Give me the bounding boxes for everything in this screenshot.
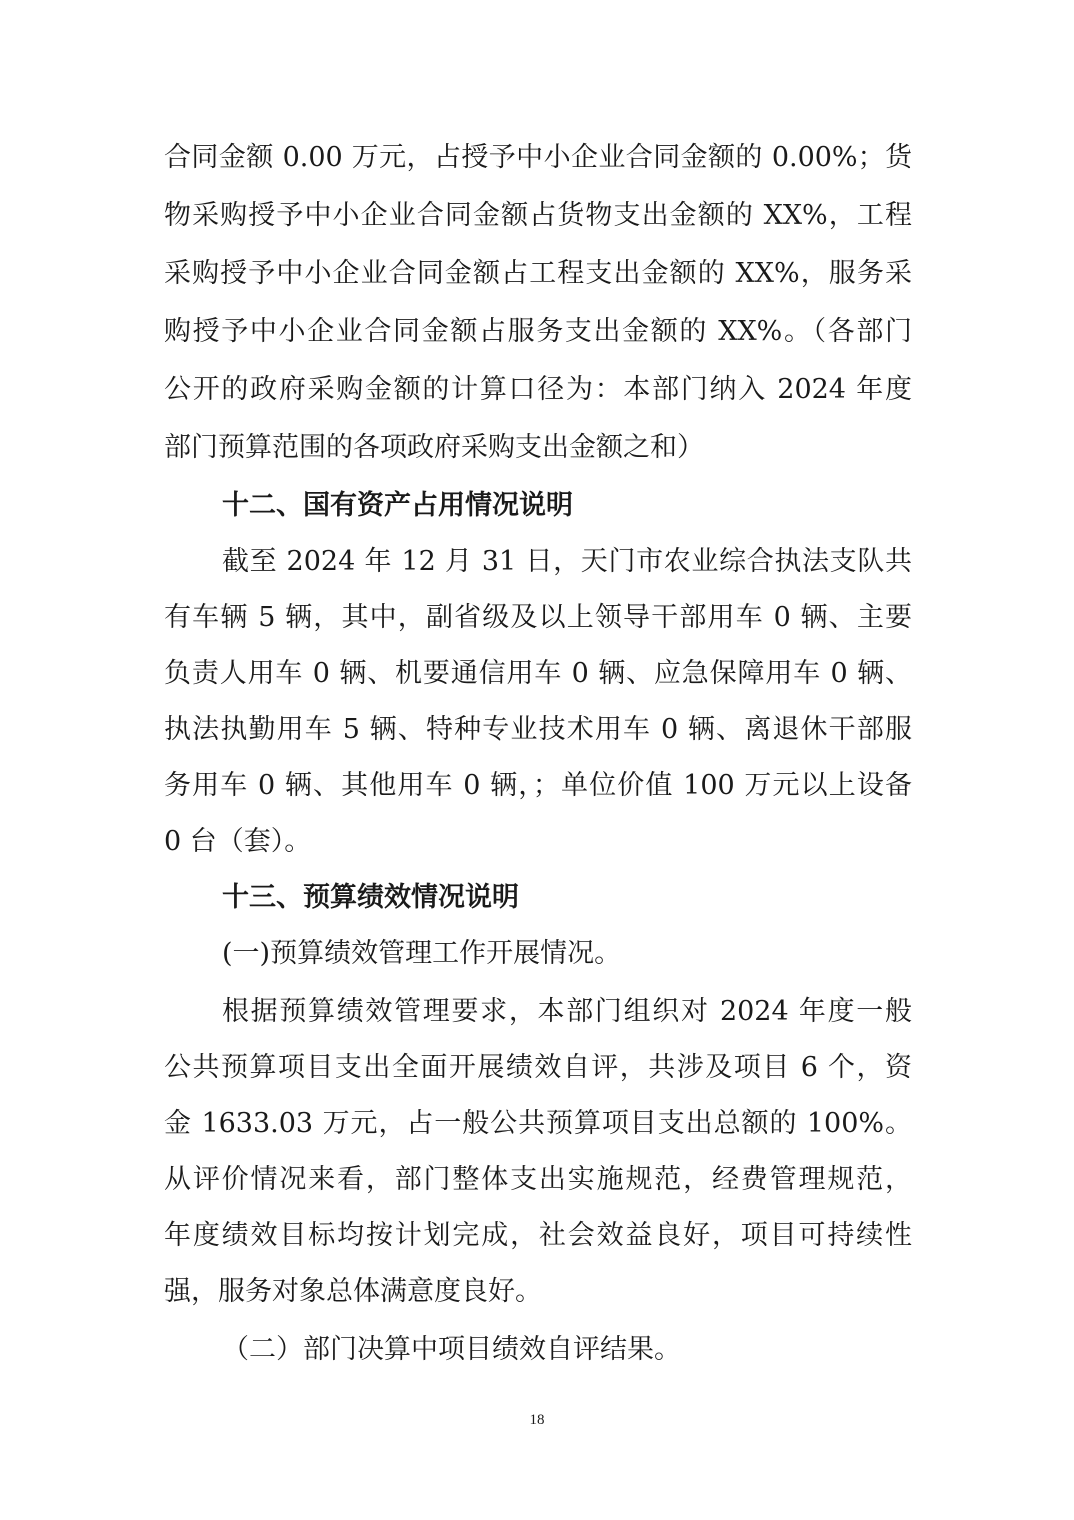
section-13-sub1-line-4: 从评价情况来看，部门整体支出实施规范，经费管理规范， bbox=[164, 1164, 912, 1195]
section-13-sub1-line-1: 根据预算绩效管理要求，本部门组织对 2024 年度一般 bbox=[222, 996, 912, 1027]
procurement-line-1: 合同金额 0.00 万元，占授予中小企业合同金额的 0.00%；货 bbox=[164, 142, 912, 173]
page-number: 18 bbox=[529, 1412, 545, 1428]
section-12-line-5: 务用车 0 辆、其他用车 0 辆，；单位价值 100 万元以上设备 bbox=[164, 770, 912, 801]
section-13-heading: 十三、预算绩效情况说明 bbox=[222, 882, 519, 913]
section-12-line-2: 有车辆 5 辆，其中，副省级及以上领导干部用车 0 辆、主要 bbox=[164, 602, 912, 633]
section-13-sub2-heading: （二）部门决算中项目绩效自评结果。 bbox=[222, 1334, 681, 1365]
section-13-sub1-line-6: 强，服务对象总体满意度良好。 bbox=[164, 1276, 542, 1307]
section-12-line-6: 0 台（套）。 bbox=[164, 826, 312, 857]
procurement-line-5: 公开的政府采购金额的计算口径为：本部门纳入 2024 年度 bbox=[164, 374, 912, 405]
section-12-line-4: 执法执勤用车 5 辆、特种专业技术用车 0 辆、离退休干部服 bbox=[164, 714, 912, 745]
section-13-sub1-line-3: 金 1633.03 万元，占一般公共预算项目支出总额的 100%。 bbox=[164, 1108, 912, 1139]
section-13-sub1-line-2: 公共预算项目支出全面开展绩效自评，共涉及项目 6 个，资 bbox=[164, 1052, 912, 1083]
procurement-line-2: 物采购授予中小企业合同金额占货物支出金额的 XX%，工程 bbox=[164, 200, 912, 231]
section-13-sub1-heading: (一)预算绩效管理工作开展情况。 bbox=[222, 938, 622, 969]
section-12-line-1: 截至 2024 年 12 月 31 日，天门市农业综合执法支队共 bbox=[222, 546, 912, 577]
procurement-line-6: 部门预算范围的各项政府采购支出金额之和） bbox=[164, 432, 704, 463]
procurement-line-4: 购授予中小企业合同金额占服务支出金额的 XX%。（各部门 bbox=[164, 316, 912, 347]
section-12-heading: 十二、国有资产占用情况说明 bbox=[222, 490, 573, 521]
procurement-line-3: 采购授予中小企业合同金额占工程支出金额的 XX%，服务采 bbox=[164, 258, 912, 289]
section-12-line-3: 负责人用车 0 辆、机要通信用车 0 辆、应急保障用车 0 辆、 bbox=[164, 658, 912, 689]
section-13-sub1-line-5: 年度绩效目标均按计划完成，社会效益良好，项目可持续性 bbox=[164, 1220, 912, 1251]
